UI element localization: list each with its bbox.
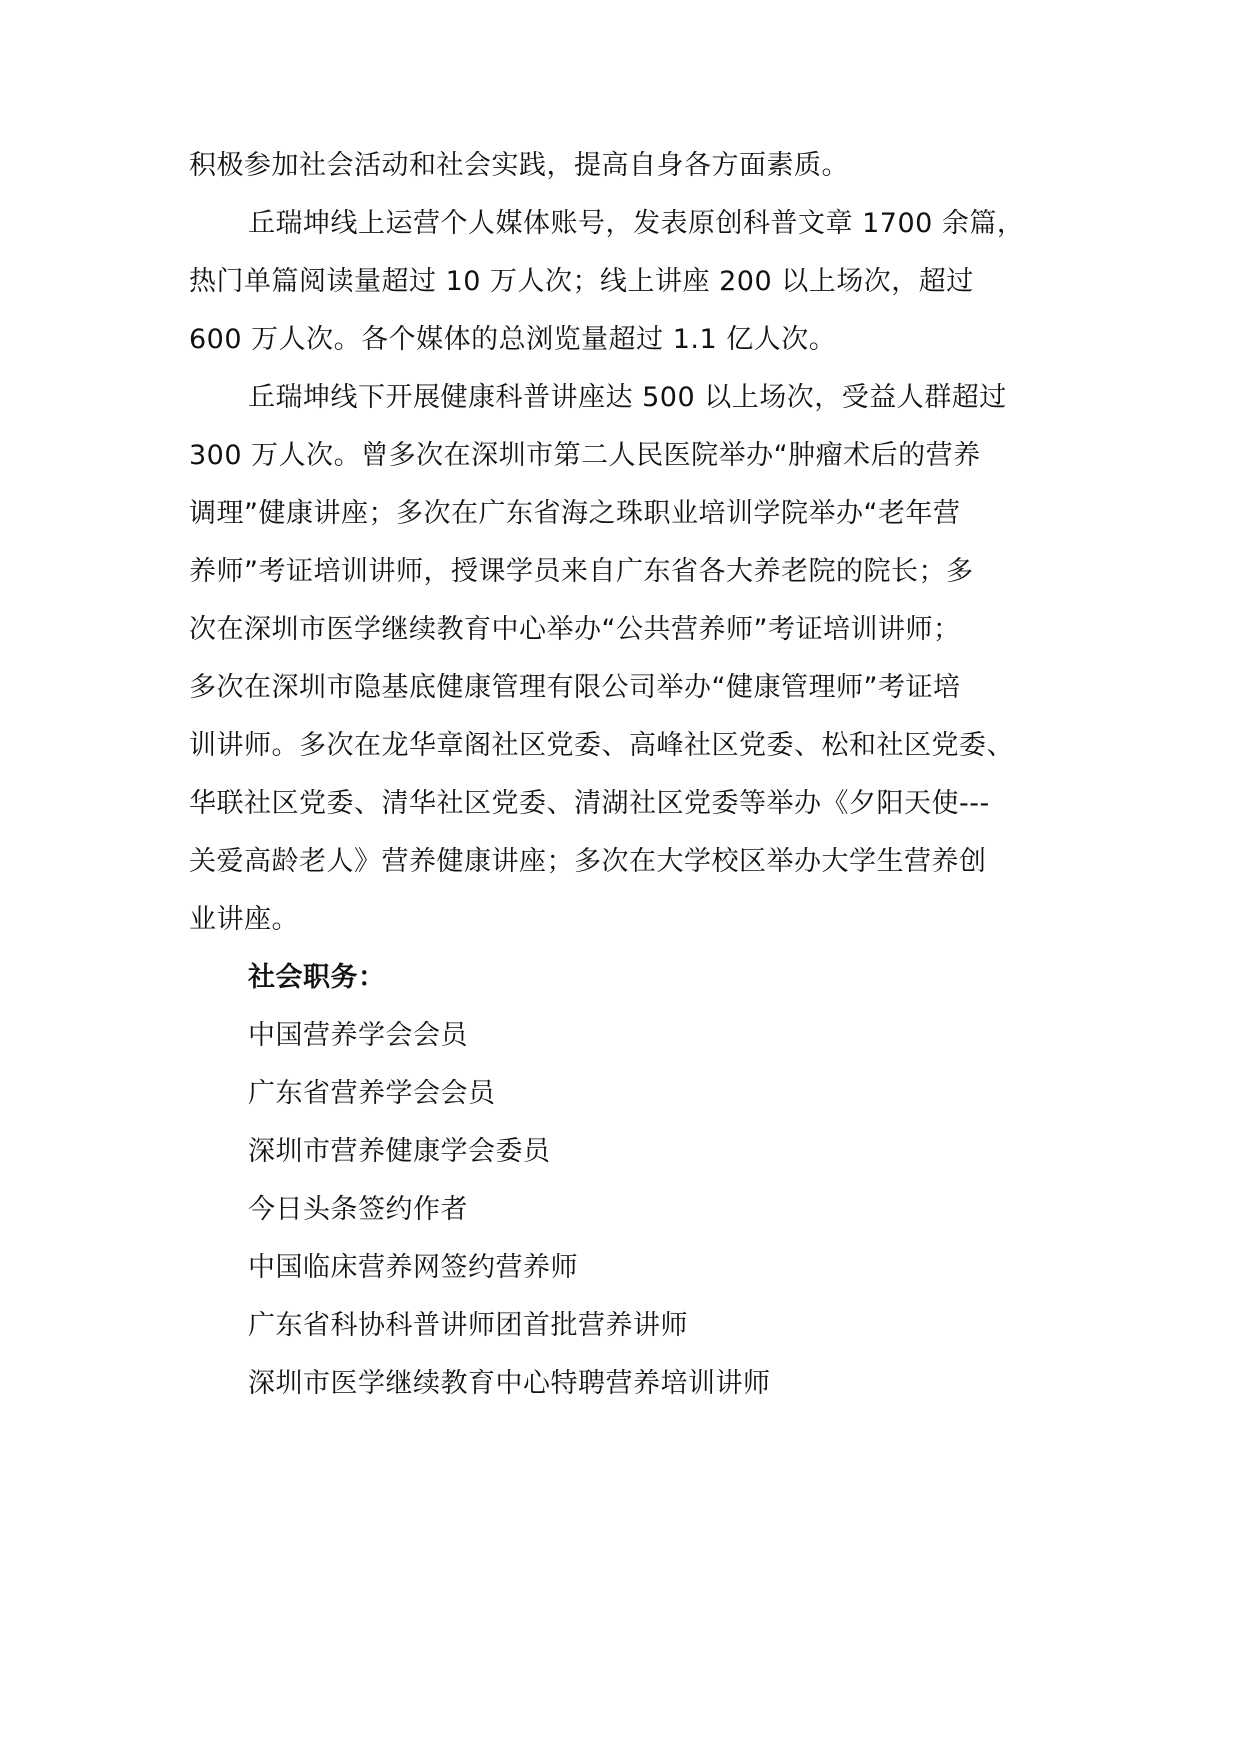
offline-paragraph-line-9: 关爱高龄老人》营养健康讲座；多次在大学校区举办大学生营养创 [189,846,987,877]
offline-paragraph-line-3: 调理”健康讲座；多次在广东省海之珠职业培训学院举办“老年营 [189,498,961,529]
social-role-item: 深圳市营养健康学会委员 [248,1136,551,1167]
social-role-item: 今日头条签约作者 [248,1194,468,1225]
social-roles-heading: 社会职务： [248,962,386,993]
offline-paragraph-line-5: 次在深圳市医学继续教育中心举办“公共营养师”考证培训讲师； [189,614,961,645]
online-paragraph-line-3: 600 万人次。各个媒体的总浏览量超过 1.1 亿人次。 [189,324,837,355]
social-role-item: 广东省营养学会会员 [248,1078,496,1109]
online-paragraph-line-1: 丘瑞坤线上运营个人媒体账号，发表原创科普文章 1700 余篇， [248,208,1025,239]
online-paragraph-line-2: 热门单篇阅读量超过 10 万人次；线上讲座 200 以上场次，超过 [189,266,974,297]
social-role-item: 广东省科协科普讲师团首批营养讲师 [248,1310,688,1341]
offline-paragraph-line-4: 养师”考证培训讲师，授课学员来自广东省各大养老院的院长；多 [189,556,974,587]
intro-line-1: 积极参加社会活动和社会实践，提高自身各方面素质。 [189,150,849,181]
offline-paragraph-line-10: 业讲座。 [189,904,299,935]
social-role-item: 中国营养学会会员 [248,1020,468,1051]
social-role-item: 深圳市医学继续教育中心特聘营养培训讲师 [248,1368,771,1399]
offline-paragraph-line-7: 训讲师。多次在龙华章阁社区党委、高峰社区党委、松和社区党委、 [189,730,1014,761]
social-role-item: 中国临床营养网签约营养师 [248,1252,578,1283]
offline-paragraph-line-1: 丘瑞坤线下开展健康科普讲座达 500 以上场次，受益人群超过 [248,382,1007,413]
offline-paragraph-line-2: 300 万人次。曾多次在深圳市第二人民医院举办“肿瘤术后的营养 [189,440,981,471]
offline-paragraph-line-8: 华联社区党委、清华社区党委、清湖社区党委等举办《夕阳天使--- [189,788,990,819]
offline-paragraph-line-6: 多次在深圳市隐基底健康管理有限公司举办“健康管理师”考证培 [189,672,961,703]
